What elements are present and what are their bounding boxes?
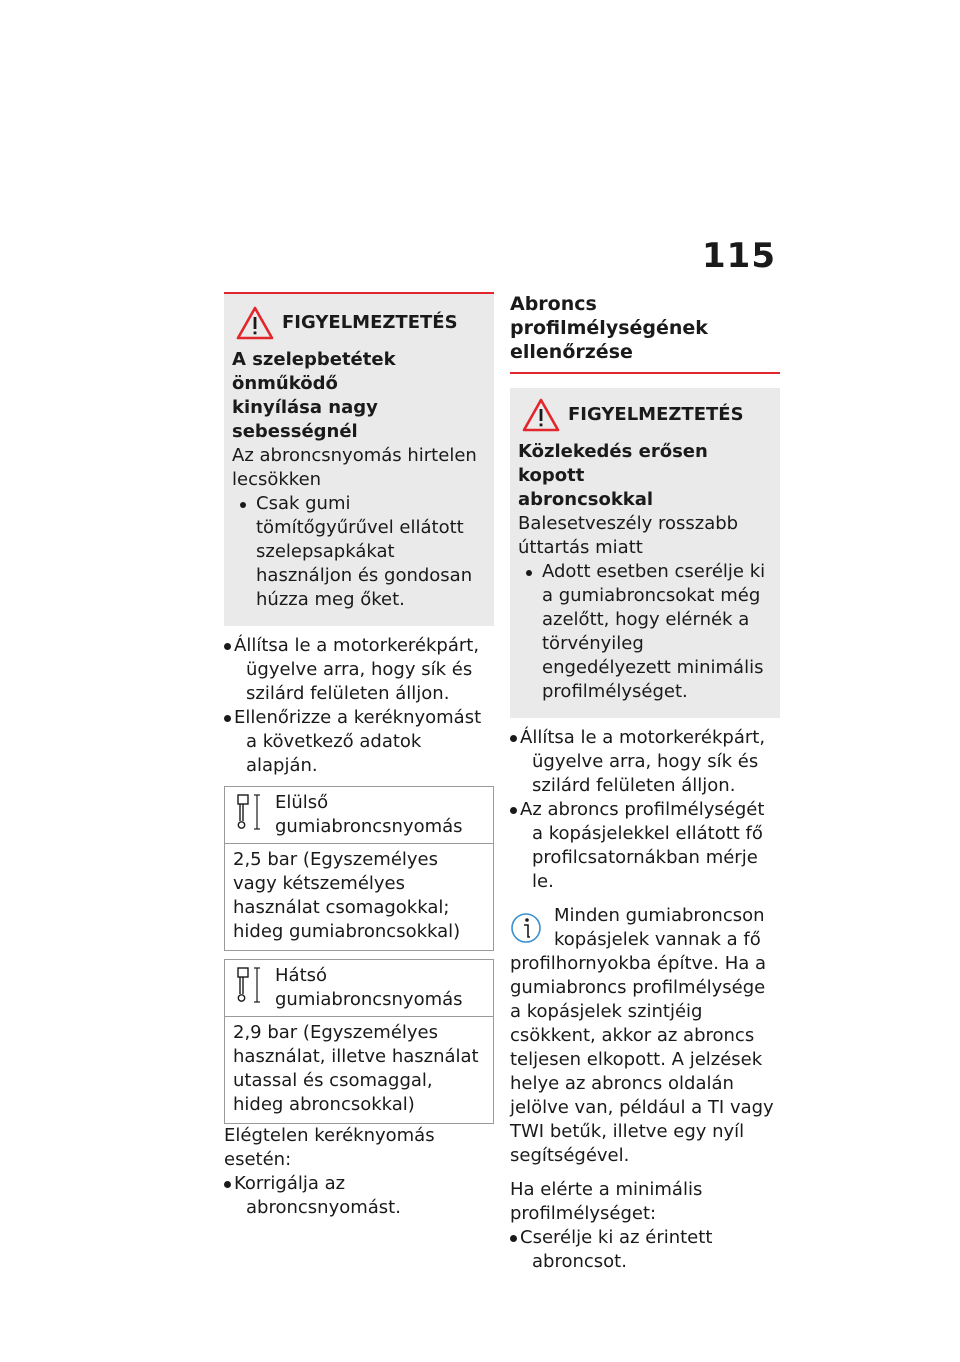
steps-list	[224, 634, 494, 778]
info-line: Minden gumiabroncson	[554, 905, 765, 926]
warning-title: FIGYELMEZTETÉS	[568, 404, 744, 425]
min-depth-text: Ha elérte a minimális profilmélységet:	[510, 1179, 703, 1224]
warning-bullet: Adott esetben cserélje ki a gumiabroncsokat még azelőtt, hogy elérnék a törvényileg engedélyezett minimális profilmélységet.	[518, 560, 772, 704]
info-note	[510, 904, 780, 1168]
warning-subtitle-line: A szelepbetétek önműködő	[232, 349, 396, 394]
insufficient-pressure-text: Elégtelen keréknyomás esetén:	[224, 1125, 435, 1170]
warning-subtitle	[232, 348, 486, 444]
front-pressure-label: Elülső gumiabroncsnyomás	[275, 792, 463, 837]
tire-pressure-icon	[235, 964, 263, 1006]
right-column	[510, 292, 780, 1274]
warning-icon	[522, 398, 560, 432]
correct-list	[224, 1172, 494, 1220]
rear-pressure-value: 2,9 bar (Egyszemélyes használat, illetve használat utassal és csomaggal, hideg abroncsokkal)	[233, 1022, 479, 1115]
warning-subtitle-line: Közlekedés erősen kopott	[518, 441, 708, 486]
warning-description	[232, 444, 486, 492]
step-text: Állítsa le a motorkerékpárt, ügyelve arra, hogy sík és szilárd felületen álljon.	[234, 635, 480, 704]
step-text: Ellenőrizze a keréknyomást a következő adatok alapján.	[234, 707, 482, 776]
warning-subtitle-line: abroncsokkal	[518, 489, 654, 510]
step-text: Korrigálja az abroncsnyomást.	[234, 1173, 401, 1218]
info-icon	[510, 908, 544, 946]
warning-desc-line: Az abroncsnyomás hirtelen	[232, 445, 477, 466]
warning-description: Balesetveszély rosszabb úttartás miatt	[518, 513, 739, 558]
step-item	[224, 634, 494, 706]
warning-icon	[236, 306, 274, 340]
replace-list	[510, 1226, 780, 1274]
warning-header	[522, 398, 772, 432]
step-item	[510, 726, 780, 798]
section-title-line: ellenőrzése	[510, 341, 633, 363]
rear-pressure-label: Hátsó gumiabroncsnyomás	[275, 965, 463, 1010]
info-text: profilhornyokba építve. Ha a gumiabroncs profilmélysége a kopásjelek szintjéig csökkent, akkor az abroncs teljesen elkopott. A jelzések helye az abroncs oldalán jelölve van, például a TI vagy TWI betűk, illetve egy nyíl segítségével.	[510, 953, 774, 1166]
warning-bullet: Csak gumi tömítőgyűrűvel ellátott szelepsapkákat használjon és gondosan húzza meg őket.	[232, 492, 486, 612]
step-item	[224, 706, 494, 778]
step-text: Az abroncs profilmélységét a kopásjelekkel ellátott fő profilcsatornákban mérje le.	[520, 799, 765, 892]
rear-pressure-header	[225, 960, 493, 1017]
warning-box-valve	[224, 292, 494, 626]
warning-title: FIGYELMEZTETÉS	[282, 312, 458, 333]
warning-subtitle	[518, 440, 772, 512]
step-text: Cserélje ki az érintett abroncsot.	[520, 1227, 713, 1272]
step-item	[224, 1172, 494, 1220]
warning-header	[236, 306, 486, 340]
left-column	[224, 292, 494, 1220]
section-title-line: Abroncs profilmélységének	[510, 293, 708, 339]
front-pressure-value: 2,5 bar (Egyszemélyes vagy kétszemélyes használat csomagokkal; hideg gumiabroncsokkal)	[233, 849, 461, 942]
warning-bullets	[232, 492, 486, 612]
rear-pressure-table	[224, 959, 494, 1124]
front-pressure-table	[224, 786, 494, 951]
warning-box-worn-tires	[510, 388, 780, 718]
page-number: 115	[702, 236, 776, 276]
front-pressure-header	[225, 787, 493, 844]
steps-list	[510, 726, 780, 894]
step-item	[510, 1226, 780, 1274]
warning-desc-line: lecsökken	[232, 469, 322, 490]
warning-bullets	[518, 560, 772, 704]
info-line: kopásjelek vannak a fő	[554, 929, 761, 950]
section-title	[510, 292, 780, 374]
warning-subtitle-line: kinyílása nagy sebességnél	[232, 397, 378, 442]
step-item	[510, 798, 780, 894]
step-text: Állítsa le a motorkerékpárt, ügyelve arra, hogy sík és szilárd felületen álljon.	[520, 727, 766, 796]
tire-pressure-icon	[235, 791, 263, 833]
